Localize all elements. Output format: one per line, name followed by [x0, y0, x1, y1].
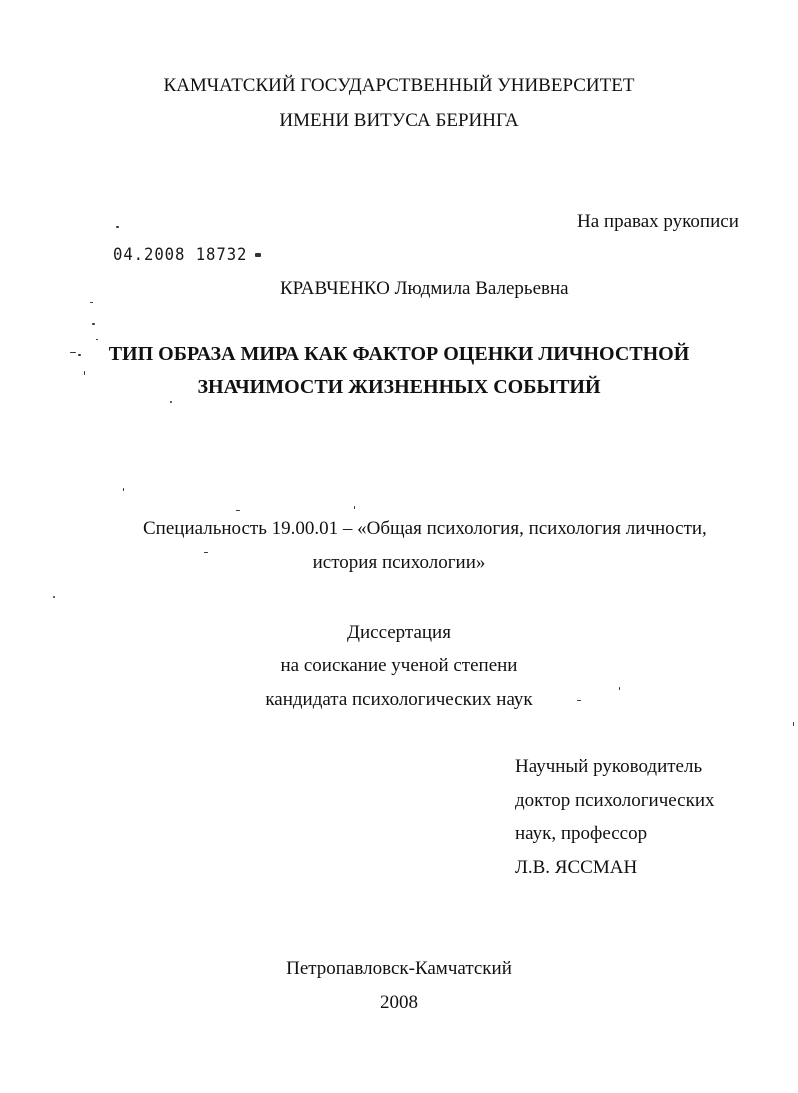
dissertation-label: Диссертация	[347, 622, 451, 643]
scan-speck	[354, 506, 355, 509]
supervisor-degree: доктор психологических	[515, 790, 715, 811]
university-name-line1: КАМЧАТСКИЙ ГОСУДАРСТВЕННЫЙ УНИВЕРСИТЕТ	[163, 75, 635, 96]
scan-speck	[577, 700, 581, 701]
supervisor-name: Л.В. ЯССМАН	[515, 857, 638, 878]
specialty-line2: история психологии»	[312, 552, 486, 573]
scan-speck	[123, 488, 124, 491]
scan-speck	[78, 354, 81, 356]
scan-speck	[236, 510, 240, 511]
scan-speck	[204, 552, 208, 553]
university-name-line2: ИМЕНИ ВИТУСА БЕРИНГА	[279, 110, 519, 131]
scan-speck	[90, 302, 93, 303]
supervisor-label: Научный руководитель	[515, 756, 703, 777]
library-stamp-number: 04.2008 18732	[113, 245, 248, 265]
scan-speck	[53, 596, 55, 598]
city: Петропавловск-Камчатский	[286, 958, 512, 979]
scan-speck	[92, 323, 95, 325]
degree-field-line: кандидата психологических наук	[265, 689, 533, 710]
author-name: КРАВЧЕНКО Людмила Валерьевна	[280, 278, 569, 299]
scan-speck	[116, 226, 119, 228]
dissertation-title-line2: ЗНАЧИМОСТИ ЖИЗНЕННЫХ СОБЫТИЙ	[197, 376, 601, 398]
year: 2008	[380, 992, 418, 1013]
scan-speck	[70, 352, 76, 353]
scan-speck	[619, 687, 620, 690]
scan-speck	[793, 722, 794, 726]
scan-speck	[84, 371, 85, 375]
supervisor-title: наук, профессор	[515, 823, 648, 844]
stamp-mark	[255, 253, 261, 257]
manuscript-rights-note: На правах рукописи	[577, 211, 739, 232]
degree-line: на соискание ученой степени	[280, 655, 518, 676]
scan-speck	[170, 401, 172, 403]
specialty-line1: Специальность 19.00.01 – «Общая психология, психология личности,	[143, 518, 707, 539]
scan-speck	[96, 339, 98, 340]
dissertation-title-line1: ТИП ОБРАЗА МИРА КАК ФАКТОР ОЦЕНКИ ЛИЧНОСТНОЙ	[108, 343, 690, 365]
